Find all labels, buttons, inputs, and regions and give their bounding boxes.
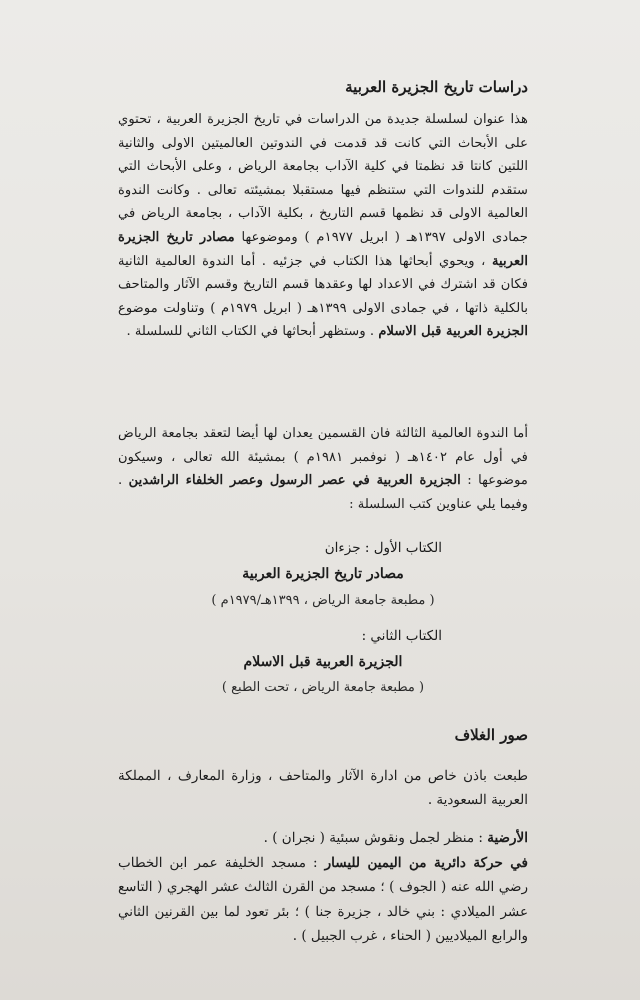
- book2-publisher: ( مطبعة جامعة الرياض ، تحت الطبع ): [221, 680, 425, 695]
- intro-bold-2: الجزيرة العربية قبل الاسلام: [378, 324, 528, 340]
- cover-captions: [118, 826, 528, 949]
- third-text-1: أما الندوة العالمية الثالثة فان القسمين يعدان لها أيضا لتعقد بجامعة الرياض في أول عام ١٤٠٢هـ ( نوفمبر ١٩٨١م ) بمشيئة الله تعالى ، وسيكون موضوعها :: [118, 426, 528, 489]
- third-bold: الجزيرة العربية في عصر الرسول وعصر الخلفاء الراشدين: [128, 473, 461, 489]
- book2-label: الكتاب الثاني :: [361, 628, 442, 644]
- intro-text-1: هذا عنوان لسلسلة جديدة من الدراسات في تاريخ الجزيرة العربية ، تحتوي على الأبحاث التي كانت قد قدمت في الندوتين العالميتين الاولى والثانية اللتين كانتا قد نظمتا في كلية الآداب بجامعة الرياض ، وعلى الأبحاث التي ستقدم للندوات التي ستنظم فيها مستقبلا بمشيئته تعالى . وكانت الندوة العالمية الاولى قد نظمها قسم التاريخ ، بكلية الآداب ، بجامعة الرياض في جمادى الاولى ١٣٩٧هـ ( ابريل ١٩٧٧م ) وموضوعها: [118, 112, 529, 245]
- book1-label: الكتاب الأول : جزءان: [324, 540, 442, 556]
- background-label: الأرضية: [487, 830, 528, 846]
- intro-text-2: ، ويحوي أبحاثها هذا الكتاب في جزئيه . أما الندوة العالمية الثانية فكان قد اشترك في الاعداد لها وعقدها قسم التاريخ وقسم الآثار والمتاحف بالكلية ذاتها ، في جمادى الاولى ١٣٩٩هـ ( ابريل ١٩٧٩م ) وتناولت موضوع: [118, 253, 529, 316]
- book1-title: مصادر تاريخ الجزيرة العربية: [242, 566, 404, 582]
- cover-heading: صور الغلاف: [454, 726, 528, 744]
- intro-paragraph: [118, 108, 528, 344]
- background-caption: : منظر لجمل ونقوش سبئية ( نجران ) .: [263, 830, 483, 846]
- cover-permission: طبعت باذن خاص من ادارة الآثار والمتاحف ، وزارة المعارف ، المملكة العربية السعودية .: [118, 768, 528, 808]
- intro-text-3: . وستظهر أبحاثها في الكتاب الثاني للسلسلة .: [126, 324, 375, 340]
- circle-label: في حركة دائرية من اليمين لليسار: [324, 854, 528, 871]
- page-title: دراسات تاريخ الجزيرة العربية: [345, 78, 528, 96]
- book1-publisher: ( مطبعة جامعة الرياض ، ١٣٩٩هـ/١٩٧٩م ): [211, 593, 435, 608]
- circle-caption: : مسجد الخليفة عمر ابن الخطاب رضي الله عنه ( الجوف ) ؛ مسجد من القرن الثالث عشر الهجري ( التاسع عشر الميلادي : بني خالد ، جزيرة جنا ) ؛ بئر تعود لما بين القرنين الثاني والرابع الميلاديين ( الحناء ، غرب الجبيل ) .: [118, 854, 528, 944]
- intro-bold-1: مصادر تاريخ الجزيرة العربية: [118, 229, 528, 269]
- third-text-2: . وفيما يلي عناوين كتب السلسلة :: [118, 473, 528, 512]
- third-symposium-paragraph: [118, 422, 528, 516]
- book2-title: الجزيرة العربية قبل الاسلام: [243, 654, 403, 670]
